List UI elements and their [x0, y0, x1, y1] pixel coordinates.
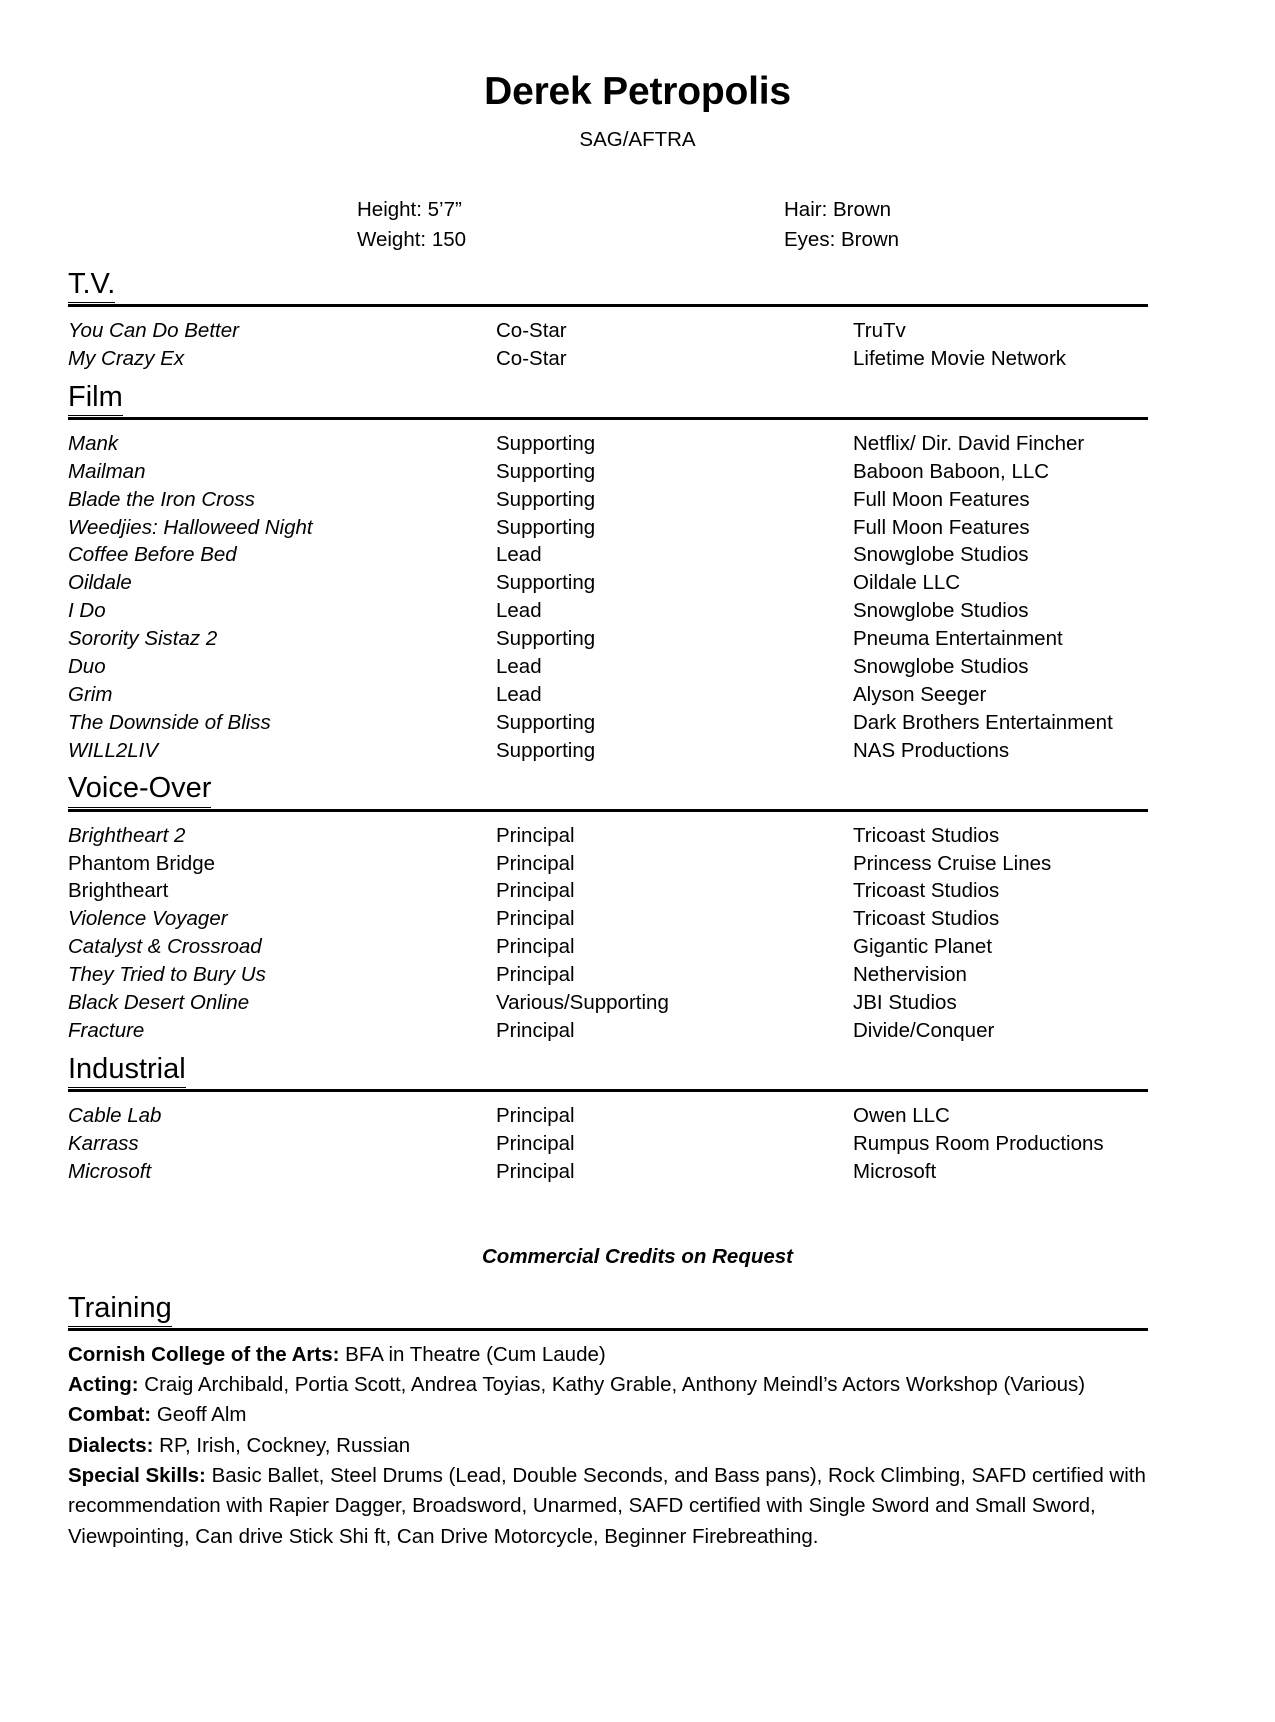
credit-title: My Crazy Ex	[68, 346, 185, 370]
credit-role: Principal	[496, 1103, 575, 1127]
section-heading-label: T.V.	[68, 267, 115, 303]
credit-production-company: Nethervision	[853, 963, 967, 987]
credit-row	[68, 961, 1148, 989]
credit-title: Blade the Iron Cross	[68, 487, 255, 511]
credit-row	[68, 345, 1148, 373]
page-title: Derek Petropolis	[484, 70, 791, 113]
credit-row	[68, 1158, 1148, 1186]
credit-role: Principal	[496, 935, 575, 959]
credit-role: Supporting	[496, 710, 596, 734]
eyes-value: Eyes: Brown	[784, 227, 900, 251]
credit-row	[68, 933, 1148, 961]
training-label: Cornish College of the Arts:	[68, 1342, 340, 1366]
section-rule	[68, 304, 1148, 307]
credit-title: WILL2LIV	[68, 738, 159, 762]
credit-production-company: Pneuma Entertainment	[853, 627, 1063, 651]
credit-role: Co-Star	[496, 346, 567, 370]
credit-role: Lead	[496, 599, 542, 623]
credit-role: Supporting	[496, 627, 596, 651]
training-value: Craig Archibald, Portia Scott, Andrea Toyias, Kathy Grable, Anthony Meindl’s Actors Workshop (Various)	[138, 1373, 1086, 1397]
credit-row	[68, 625, 1148, 653]
credit-production-company: Tricoast Studios	[853, 879, 1000, 903]
credit-production-company: Snowglobe Studios	[853, 654, 1029, 678]
credit-row	[68, 514, 1148, 542]
credit-production-company: Full Moon Features	[853, 515, 1030, 539]
credit-production-company: Alyson Seeger	[853, 682, 987, 706]
credit-row	[68, 989, 1148, 1017]
credit-title: Violence Voyager	[68, 907, 228, 931]
training-label: Dialects:	[68, 1433, 154, 1457]
credit-role: Lead	[496, 654, 542, 678]
section-heading-label: Industrial	[68, 1052, 186, 1088]
credit-production-company: TruTv	[853, 319, 906, 342]
training-value: Geoff Alm	[151, 1403, 247, 1427]
credit-role: Various/Supporting	[496, 990, 669, 1014]
credit-production-company: Baboon Baboon, LLC	[853, 459, 1050, 483]
credit-title: Mailman	[68, 459, 146, 483]
credit-production-company: Snowglobe Studios	[853, 599, 1029, 623]
credit-role: Principal	[496, 879, 575, 903]
credit-row	[68, 458, 1148, 486]
credit-title: Cable Lab	[68, 1103, 162, 1127]
section-heading	[68, 267, 1148, 303]
credit-row	[68, 850, 1148, 878]
credit-list	[68, 317, 1148, 373]
credit-title: Weedjies: Halloweed Night	[68, 515, 313, 539]
credit-title: Coffee Before Bed	[68, 543, 237, 567]
weight-value: Weight: 150	[357, 227, 467, 251]
credit-title: I Do	[68, 599, 106, 623]
credit-production-company: Princess Cruise Lines	[853, 851, 1052, 875]
credit-row	[68, 541, 1148, 569]
training-line	[68, 1461, 1153, 1552]
credit-role: Lead	[496, 682, 542, 706]
credit-production-company: Rumpus Room Productions	[853, 1131, 1104, 1155]
credit-row	[68, 1102, 1148, 1130]
credit-row	[68, 653, 1148, 681]
credit-list	[68, 430, 1148, 765]
credit-role: Principal	[496, 1018, 575, 1042]
training-value: BFA in Theatre (Cum Laude)	[339, 1342, 606, 1366]
credit-role: Principal	[496, 907, 575, 931]
training-line	[68, 1431, 1153, 1461]
credit-title: They Tried to Bury Us	[68, 963, 266, 987]
union-affiliation: SAG/AFTRA	[579, 127, 696, 151]
section-heading	[68, 380, 1148, 416]
credit-title: Phantom Bridge	[68, 851, 216, 875]
vitals-row	[357, 195, 1275, 225]
credit-row	[68, 905, 1148, 933]
section-heading-training	[68, 1291, 1148, 1327]
credit-title: Sorority Sistaz 2	[68, 627, 218, 651]
credit-title: Karrass	[68, 1131, 139, 1155]
credit-production-company: Netflix/ Dir. David Fincher	[853, 431, 1085, 455]
credit-production-company: Tricoast Studios	[853, 823, 1000, 847]
credit-title: Grim	[68, 682, 113, 706]
training-details	[68, 1340, 1153, 1552]
credit-role: Supporting	[496, 571, 596, 595]
credit-production-company: Divide/Conquer	[853, 1018, 995, 1042]
credit-production-company: Tricoast Studios	[853, 907, 1000, 931]
credit-production-company: Lifetime Movie Network	[853, 346, 1067, 370]
credit-list	[68, 1102, 1148, 1186]
credit-row	[68, 737, 1148, 765]
credit-role: Principal	[496, 963, 575, 987]
section-rule	[68, 417, 1148, 420]
training-line	[68, 1370, 1153, 1400]
training-label: Acting:	[68, 1373, 139, 1397]
credit-row	[68, 877, 1148, 905]
credit-role: Principal	[496, 851, 575, 875]
credit-role: Supporting	[496, 431, 596, 455]
section-heading-label: Voice-Over	[68, 771, 211, 807]
credit-role: Supporting	[496, 515, 596, 539]
credit-title: Black Desert Online	[68, 990, 250, 1014]
section-heading-label: Training	[68, 1291, 172, 1327]
training-value: RP, Irish, Cockney, Russian	[153, 1433, 411, 1457]
credit-title: Oildale	[68, 571, 132, 595]
section-heading	[68, 1052, 1148, 1088]
resume-page	[0, 72, 1275, 1722]
credit-role: Supporting	[496, 738, 596, 762]
credits-sections	[0, 267, 1275, 1186]
section-rule	[68, 809, 1148, 812]
credit-production-company: Full Moon Features	[853, 487, 1030, 511]
credit-list	[68, 822, 1148, 1045]
credit-title: Catalyst & Crossroad	[68, 935, 262, 959]
credit-production-company: Oildale LLC	[853, 571, 961, 595]
credit-role: Principal	[496, 1159, 575, 1183]
hair-value: Hair: Brown	[784, 197, 892, 221]
credit-title: Brightheart	[68, 879, 169, 903]
credit-title: Mank	[68, 431, 119, 455]
training-label: Special Skills:	[68, 1464, 206, 1488]
section-industrial	[68, 1052, 1148, 1186]
credit-production-company: Microsoft	[853, 1159, 937, 1183]
credit-title: The Downside of Bliss	[68, 710, 271, 734]
credit-role: Supporting	[496, 487, 596, 511]
credit-title: You Can Do Better	[68, 319, 239, 342]
credit-role: Principal	[496, 1131, 575, 1155]
section-heading	[68, 771, 1148, 807]
section-rule	[68, 1089, 1148, 1092]
credit-role: Co-Star	[496, 319, 567, 342]
credit-role: Principal	[496, 823, 575, 847]
credit-role: Supporting	[496, 459, 596, 483]
credit-row	[68, 569, 1148, 597]
credit-row	[68, 709, 1148, 737]
credit-row	[68, 1017, 1148, 1045]
training-label: Combat:	[68, 1403, 152, 1427]
credit-title: Microsoft	[68, 1159, 152, 1183]
credit-row	[68, 317, 1148, 345]
vitals-block	[0, 195, 1275, 255]
credit-row	[68, 430, 1148, 458]
section-voice-over	[68, 771, 1148, 1044]
credit-production-company: Dark Brothers Entertainment	[853, 710, 1113, 734]
credit-role: Lead	[496, 543, 542, 567]
section-film	[68, 380, 1148, 765]
credit-title: Fracture	[68, 1018, 145, 1042]
credit-row	[68, 597, 1148, 625]
credit-title: Brightheart 2	[68, 823, 186, 847]
section-heading-label: Film	[68, 380, 123, 416]
commercial-credits-note: Commercial Credits on Request	[482, 1244, 793, 1268]
credit-production-company: Owen LLC	[853, 1103, 950, 1127]
section-training	[68, 1291, 1148, 1331]
credit-production-company: NAS Productions	[853, 738, 1010, 762]
credit-production-company: Gigantic Planet	[853, 935, 993, 959]
training-line	[68, 1340, 1153, 1370]
height-value: Height: 5’7”	[357, 197, 462, 221]
credit-production-company: Snowglobe Studios	[853, 543, 1029, 567]
credit-row	[68, 1130, 1148, 1158]
credit-title: Duo	[68, 654, 106, 678]
credit-row	[68, 822, 1148, 850]
training-value: Basic Ballet, Steel Drums (Lead, Double Seconds, and Bass pans), Rock Climbing, SAFD certified with recommendation with Rapier Dagger, Broadsword, Unarmed, SAFD certified with Single Sword and Small Sword, Viewpointing, Can drive Stick Shi ft, Can Drive Motorcycle, Beginner Firebreathing.	[68, 1464, 1146, 1548]
section-rule	[68, 1328, 1148, 1331]
credit-production-company: JBI Studios	[853, 990, 957, 1014]
credit-row	[68, 681, 1148, 709]
training-line	[68, 1400, 1153, 1430]
credit-row	[68, 486, 1148, 514]
section-t-v	[68, 267, 1148, 373]
vitals-row	[357, 225, 1275, 255]
